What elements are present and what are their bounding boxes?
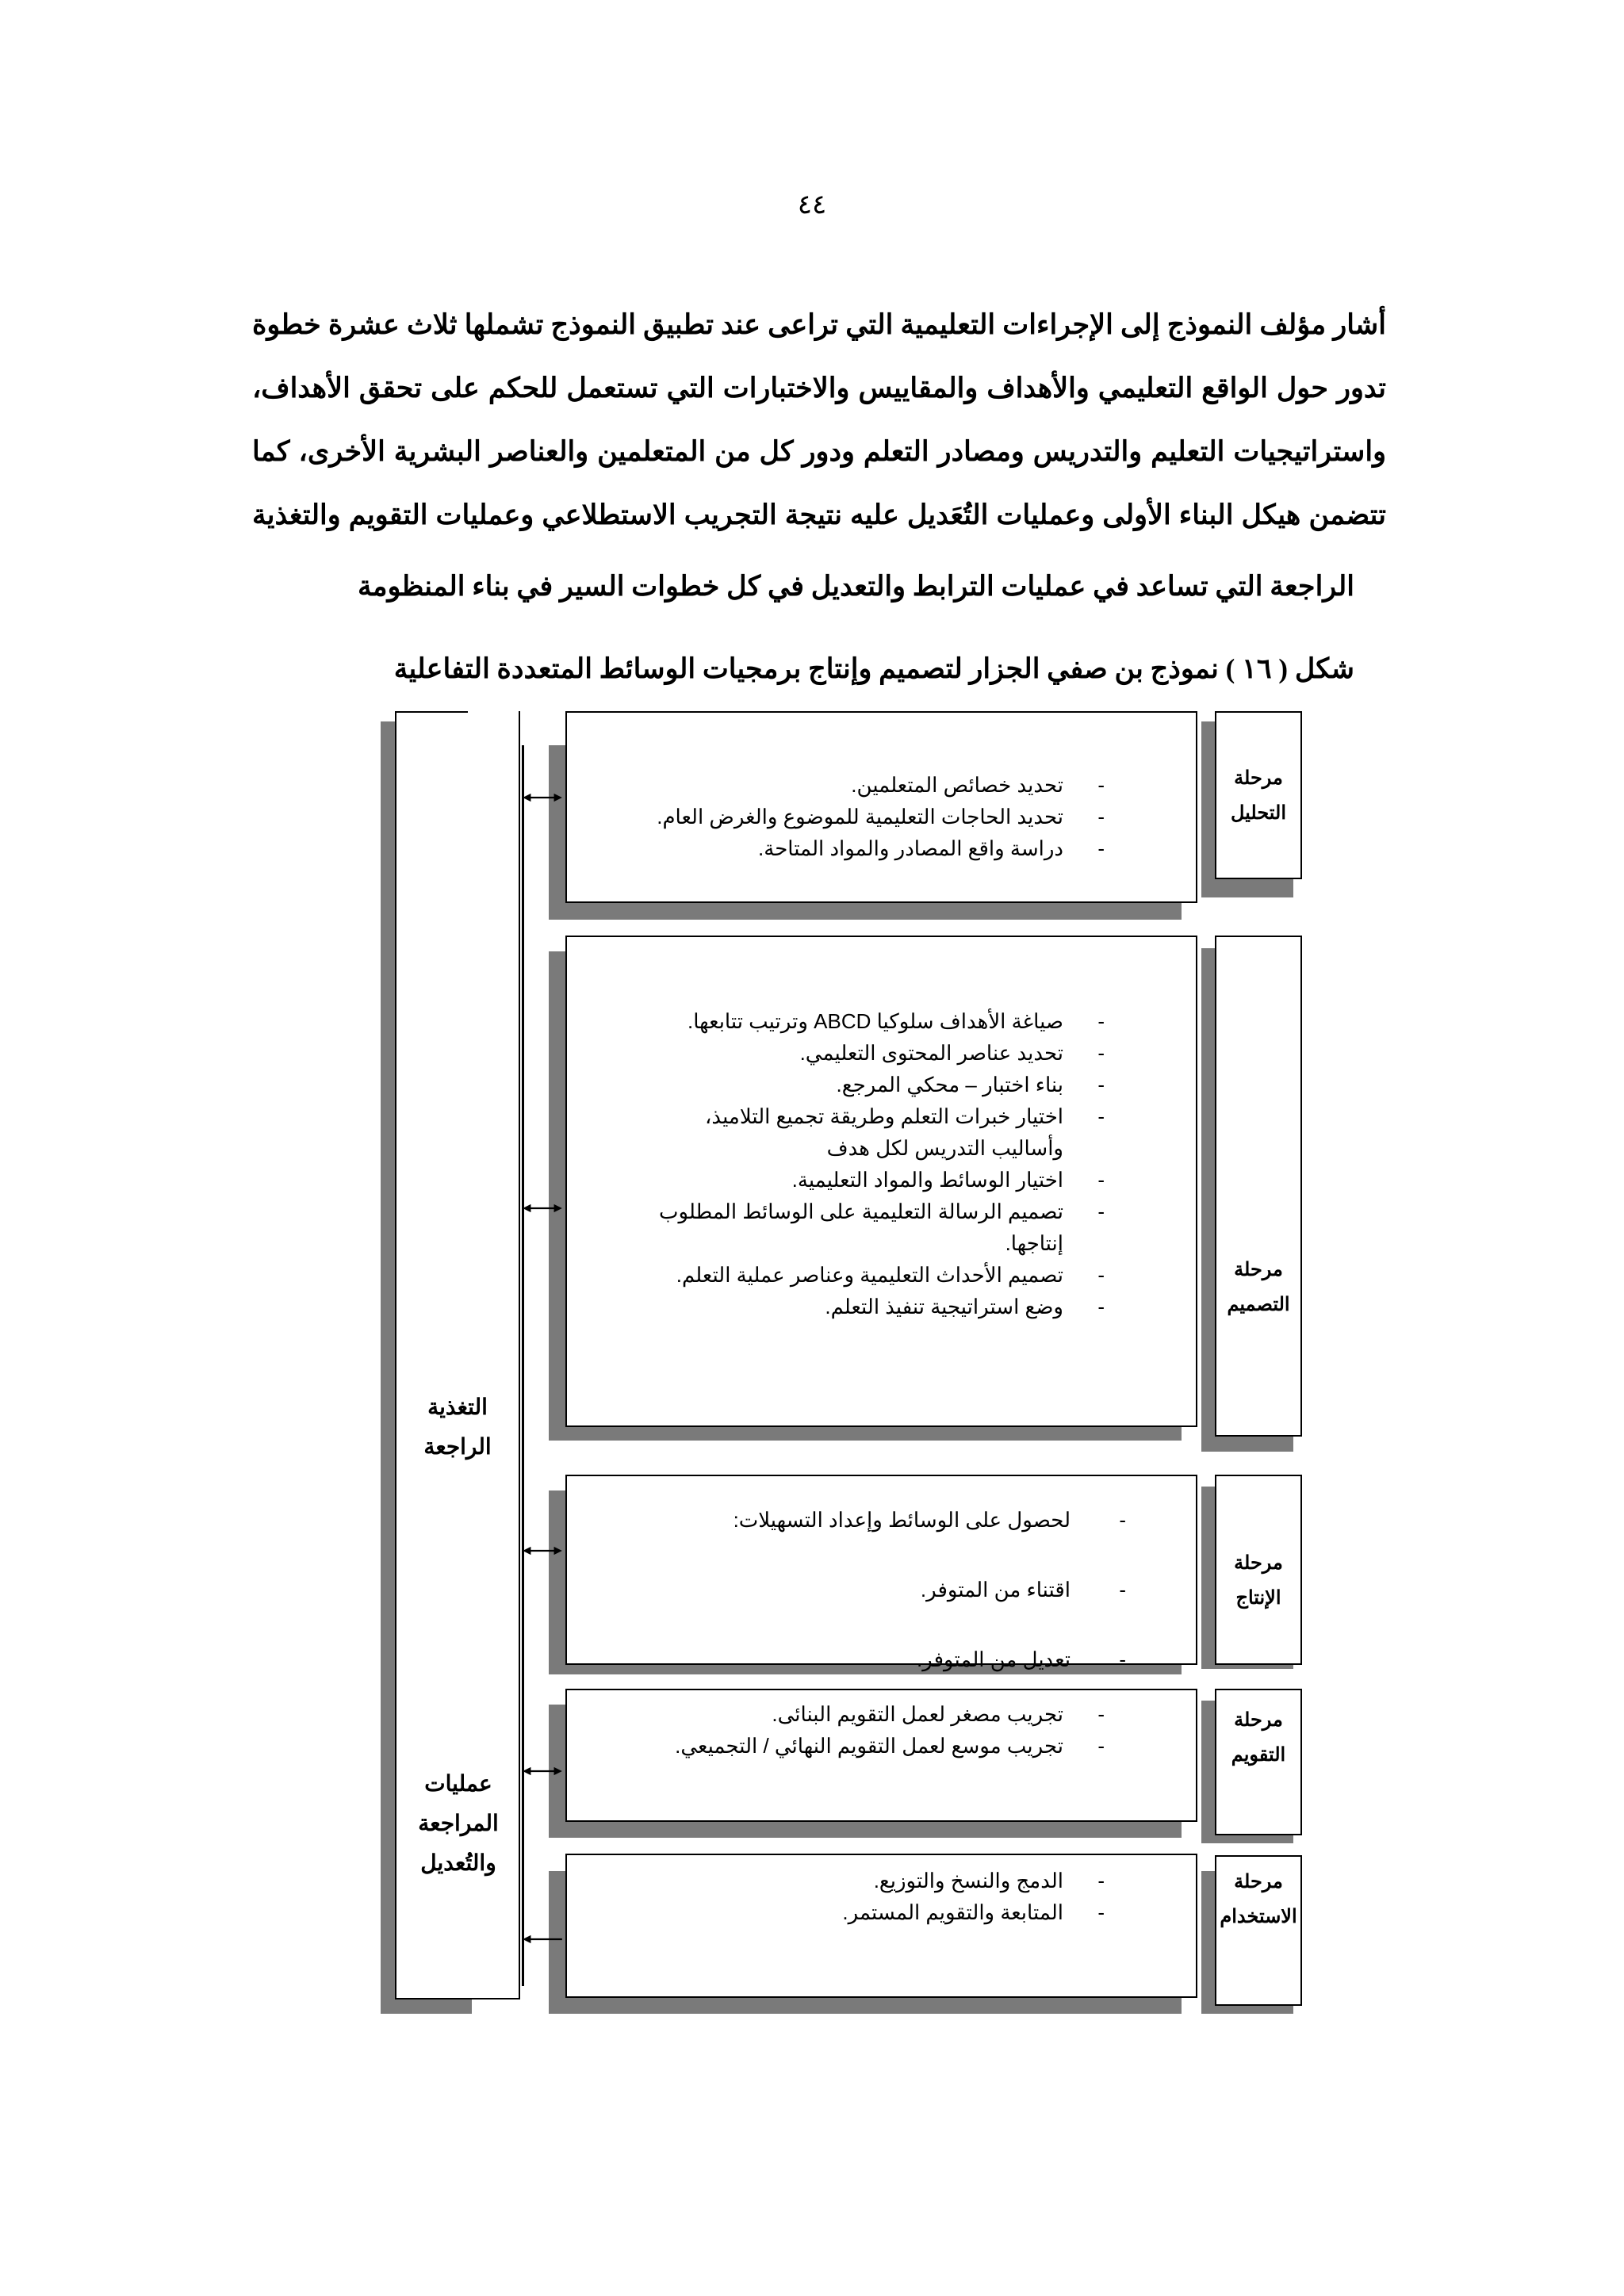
list-item: - الدمج والنسخ والتوزيع. <box>873 1869 1105 1892</box>
intro-line: أشار مؤلف النموذج إلى الإجراءات التعليمية التي تراعى عند تطبيق النموذج تشملها ثلاث عشرة خطوة <box>252 309 1386 340</box>
left-arrow-icon <box>519 1934 565 1944</box>
double-arrow-icon <box>519 793 565 802</box>
list-item: - تصميم الأحداث التعليمية وعناصر عملية التعلم. <box>676 1263 1105 1287</box>
list-item: - تحديد خصائص المتعلمين. <box>851 773 1105 797</box>
stage-items-design <box>565 1005 1105 1322</box>
stage-label-production: مرحلة الإنتاج <box>1234 1552 1283 1609</box>
list-item: - بناء اختبار – محكي المرجع. <box>836 1073 1105 1096</box>
stage-label-design: مرحلة التصميم <box>1227 1259 1290 1315</box>
intro-line: تدور حول الواقع التعليمي والأهداف والمقاييس والاختبارات التي تستعمل للحكم على تحقق الأهداف، <box>252 373 1386 404</box>
stage-items-usage <box>565 1865 1105 1928</box>
intro-line: واستراتيجيات التعليم والتدريس ومصادر التعلم ودور كل من المتعلمين والعناصر البشرية الأخرى، كما <box>252 436 1386 467</box>
stage-items-analysis <box>565 769 1105 864</box>
list-item: - اختيار خبرات التعلم وطريقة تجميع التلاميذ، وأساليب التدريس لكل هدف <box>705 1104 1105 1160</box>
stage-label-analysis: مرحلة التحليل <box>1230 767 1287 824</box>
list-item: - تجريب مصغر لعمل التقويم البنائى. <box>772 1702 1105 1726</box>
list-item: - تصميم الرسالة التعليمية على الوسائط المطلوب إنتاجها. <box>659 1200 1105 1255</box>
connector-line <box>522 745 524 1986</box>
intro-line: تتضمن هيكل البناء الأولى وعمليات التُعَديل عليه نتيجة التجريب الاستطلاعي وعمليات التقويم والتغذية <box>252 499 1386 530</box>
stage-label-evaluation: مرحلة التقويم <box>1231 1709 1286 1766</box>
list-item: - تحديد عناصر المحتوى التعليمي. <box>799 1041 1105 1065</box>
figure-caption: شكل ( ١٦ ) نموذج بن صفي الجزار لتصميم وإنتاج برمجيات الوسائط المتعددة التفاعلية <box>393 653 1354 684</box>
list-item: - اختيار الوسائط والمواد التعليمية. <box>791 1168 1105 1192</box>
stage-label-usage: مرحلة الاستخدام <box>1220 1871 1297 1927</box>
list-item: - اقتناء من المتوفر. <box>920 1578 1126 1601</box>
list-item: - تحديد الحاجات التعليمية للموضوع والغرض العام. <box>657 805 1105 828</box>
stage-items-evaluation <box>565 1698 1105 1762</box>
feedback-label: التغذية الراجعة <box>423 1395 492 1459</box>
intro-paragraph <box>252 293 1386 547</box>
list-item: - المتابعة والتقويم المستمر. <box>842 1900 1105 1924</box>
list-item: - لحصول على الوسائط وإعداد التسهيلات: <box>733 1508 1126 1532</box>
list-item: - تعديل من المتوفر. <box>917 1647 1126 1671</box>
list-item: - دراسة واقع المصادر والمواد المتاحة. <box>758 836 1105 860</box>
stage-items-production <box>571 1485 1126 1694</box>
list-item: - تجريب موسع لعمل التقويم النهائي / التجميعي. <box>675 1734 1105 1758</box>
list-item: - وضع استراتيجية تنفيذ التعلم. <box>825 1295 1105 1318</box>
review-label: عمليات المراجعة والتُعديل <box>418 1771 499 1875</box>
list-item: - صياغة الأهداف سلوكيا ABCD وترتيب تتابعها. <box>688 1009 1105 1033</box>
double-arrow-icon <box>519 1546 565 1556</box>
page-number: ٤٤ <box>797 190 827 220</box>
double-arrow-icon <box>519 1766 565 1776</box>
intro-last-line: الراجعة التي تساعد في عمليات الترابط والتعديل في كل خطوات السير في بناء المنظومة <box>357 571 1354 602</box>
double-arrow-icon <box>519 1203 565 1213</box>
stage-label-box <box>1215 936 1302 1437</box>
